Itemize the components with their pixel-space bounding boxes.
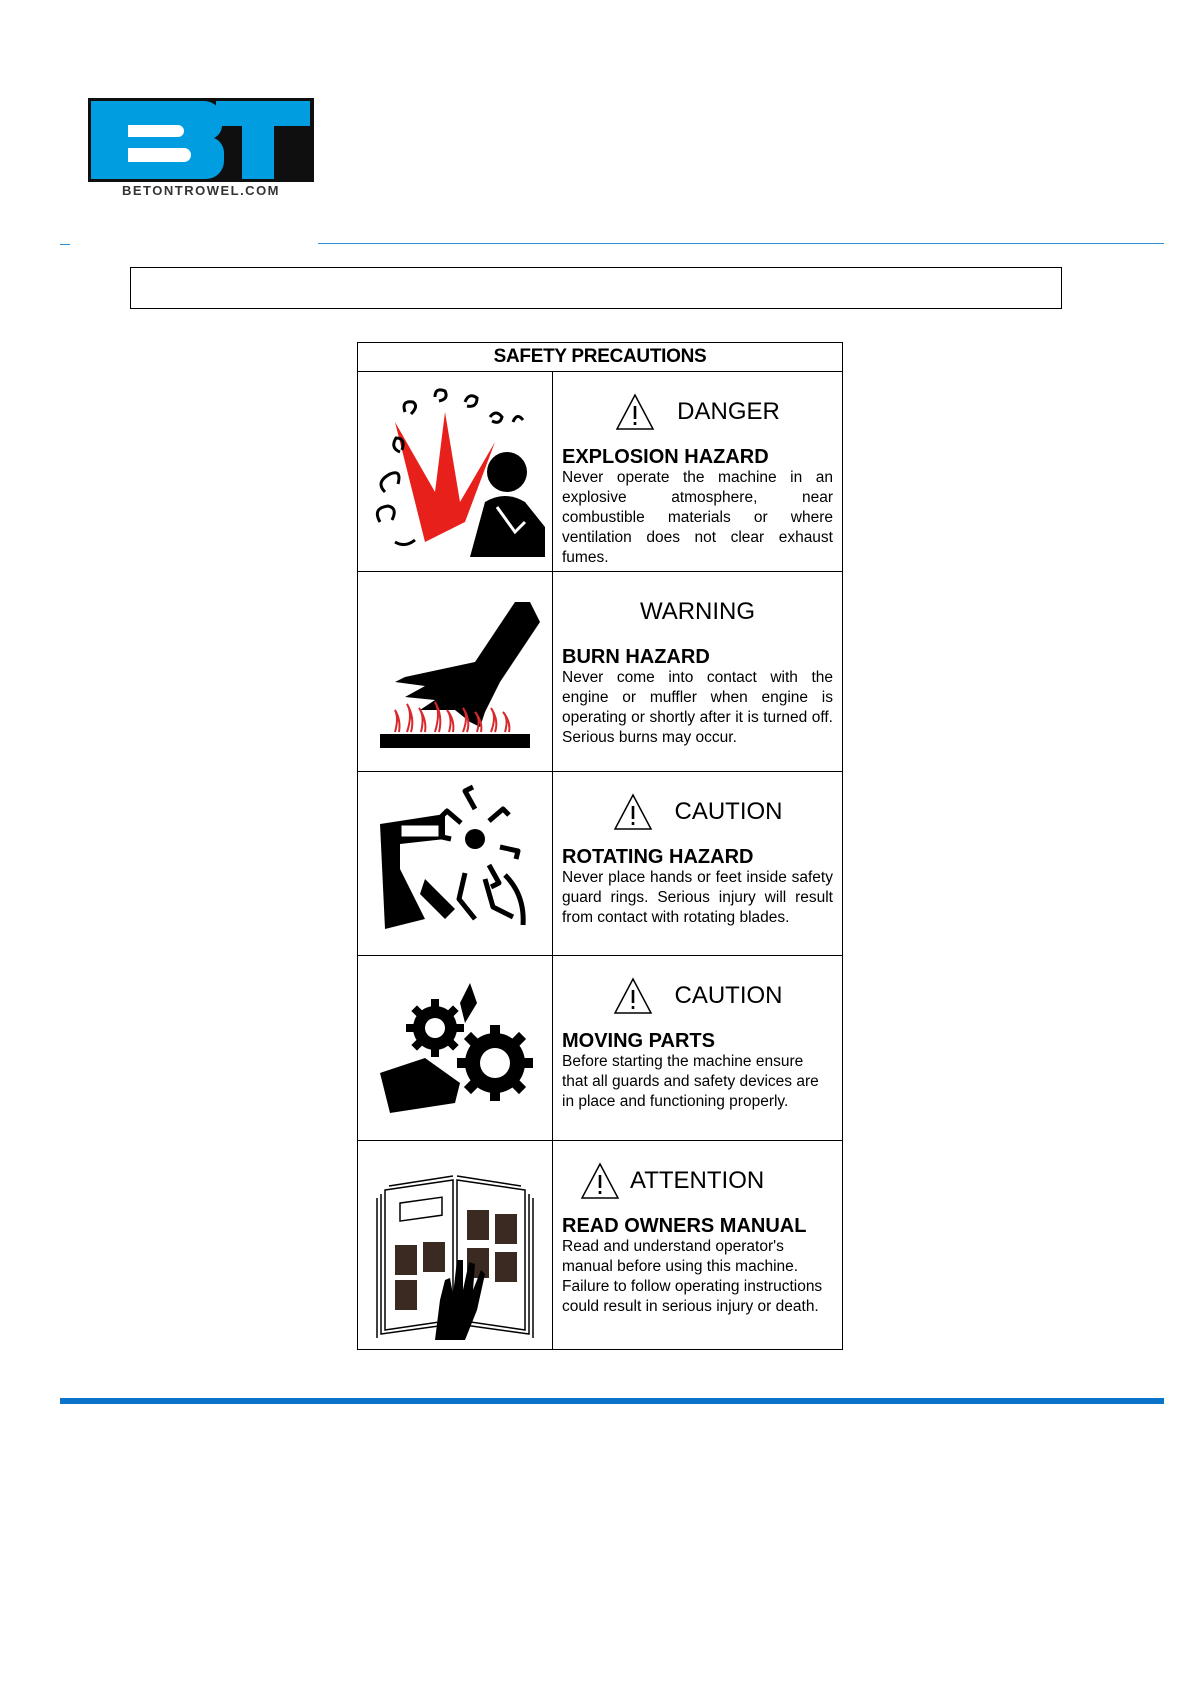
hazard-title: READ OWNERS MANUAL — [562, 1215, 807, 1237]
table-heading: SAFETY PRECAUTIONS — [358, 343, 842, 372]
rotating-blade-icon — [358, 772, 553, 955]
hazard-title: EXPLOSION HAZARD — [562, 446, 769, 468]
signal-danger — [562, 380, 833, 444]
warning-triangle-icon — [613, 792, 653, 832]
safety-precautions-table — [357, 342, 843, 1350]
hazard-title: MOVING PARTS — [562, 1030, 715, 1052]
hot-surface-hand-icon — [358, 572, 553, 771]
hazard-description: Never operate the machine in an explosive atmosphere, near combustible materials or where ventilation does not clear exhaust fumes. — [562, 469, 833, 566]
signal-word: CAUTION — [674, 798, 783, 825]
hazard-row-moving-parts — [358, 956, 842, 1141]
explosion-icon — [358, 372, 553, 571]
betontrowel-logo — [88, 96, 314, 200]
title-box — [130, 267, 1062, 309]
hazard-title: ROTATING HAZARD — [562, 846, 754, 868]
signal-attention — [562, 1149, 833, 1213]
gears-hand-icon — [358, 956, 553, 1140]
manual-book-icon — [358, 1141, 553, 1349]
signal-word: CAUTION — [674, 982, 783, 1009]
signal-caution-moving — [562, 964, 833, 1028]
warning-triangle-icon — [613, 976, 653, 1016]
footer-divider — [60, 1398, 1164, 1404]
header-divider-tick — [60, 244, 70, 245]
hazard-title: BURN HAZARD — [562, 646, 710, 668]
header-divider — [318, 243, 1164, 244]
hazard-row-explosion — [358, 372, 842, 572]
hazard-row-manual — [358, 1141, 842, 1349]
signal-warning — [562, 580, 833, 644]
hazard-row-burn — [358, 572, 842, 772]
warning-triangle-icon — [615, 392, 655, 432]
signal-word: WARNING — [639, 598, 756, 625]
logo-wordmark: BETONTROWEL.COM — [121, 183, 281, 198]
hazard-description: Before starting the machine ensure that all guards and safety devices are in place and functioning properly. — [562, 1053, 819, 1110]
hazard-description: Read and understand operator's manual before using this machine. Failure to follow operating instructions could result in serious injury or death. — [562, 1238, 823, 1315]
signal-word: ATTENTION — [630, 1167, 765, 1194]
warning-triangle-icon — [580, 1161, 620, 1201]
signal-word: DANGER — [677, 398, 780, 425]
hazard-description: Never come into contact with the engine or muffler when engine is operating or shortly after it is turned off. Serious burns may occur. — [562, 669, 833, 746]
hazard-description: Never place hands or feet inside safety guard rings. Serious injury will result from contact with rotating blades. — [562, 869, 833, 926]
signal-caution-rotating — [562, 780, 833, 844]
hazard-row-rotating — [358, 772, 842, 956]
